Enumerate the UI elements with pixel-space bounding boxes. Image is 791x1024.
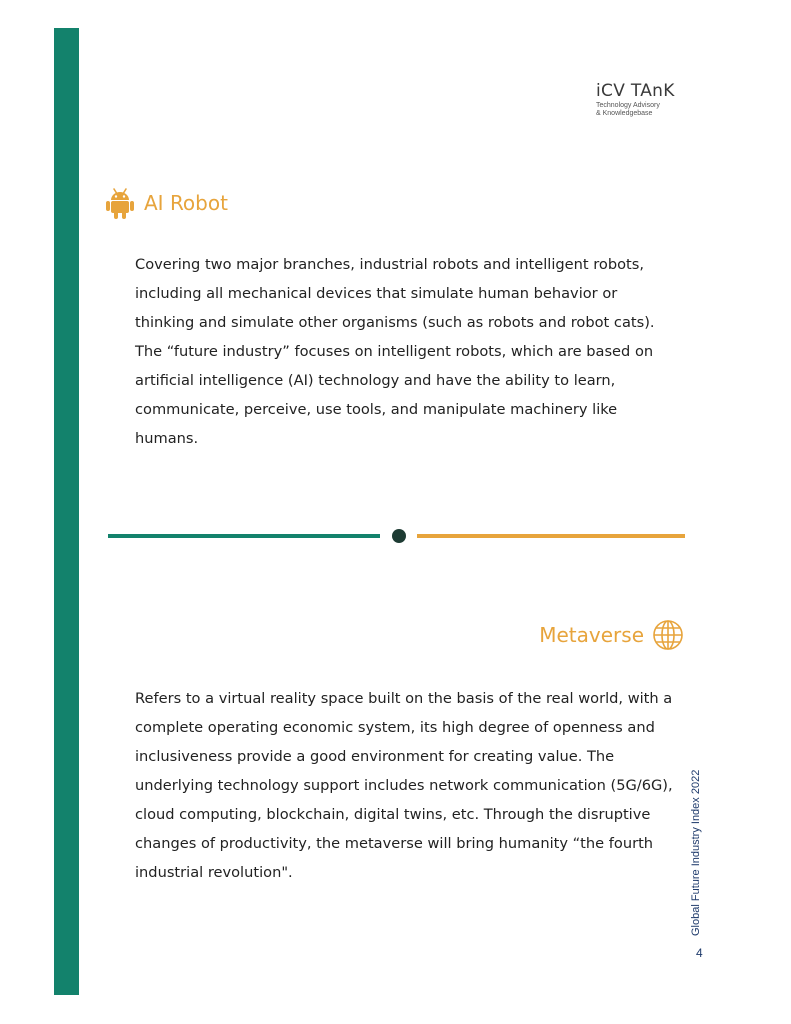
globe-icon (652, 619, 684, 651)
android-robot-icon (106, 187, 134, 219)
page-number: 4 (696, 946, 703, 960)
section-heading-metaverse (539, 619, 684, 651)
section-title: AI Robot (144, 191, 228, 215)
section-body-metaverse: Refers to a virtual reality space built on the basis of the real world, with a complete operating economic system, its high degree of openness and inclusiveness provide a good environment for creating value. The underlying technology support includes network communication (5G/6G), cloud computing, blockchain, digital twins, etc. Through the disruptive changes of productivity, the metaverse will bring humanity “the fourth industrial revolution". (135, 690, 673, 881)
logo-subtitle-line2: & Knowledgebase (596, 110, 653, 117)
divider-left-line (108, 534, 380, 538)
side-accent-bar (54, 28, 79, 995)
logo-subtitle-line1: Technology Advisory (596, 102, 660, 109)
divider-dot (392, 529, 406, 543)
vertical-caption: Global Future Industry Index 2022 (690, 769, 702, 936)
section-heading-ai-robot (106, 187, 228, 219)
section-body-ai-robot: Covering two major branches, industrial robots and intelligent robots, including all mechanical devices that simulate human behavior or thinking and simulate other organisms (such as robots and robot cats). The “future industry” focuses on intelligent robots, which are based on artificial intelligence (AI) technology and have the ability to learn, communicate, perceive, use tools, and manipulate machinery like humans. (135, 256, 655, 447)
logo-title: iCV TAnK (596, 81, 675, 101)
divider-right-line (417, 534, 685, 538)
logo (596, 83, 706, 118)
section-title: Metaverse (539, 623, 644, 647)
